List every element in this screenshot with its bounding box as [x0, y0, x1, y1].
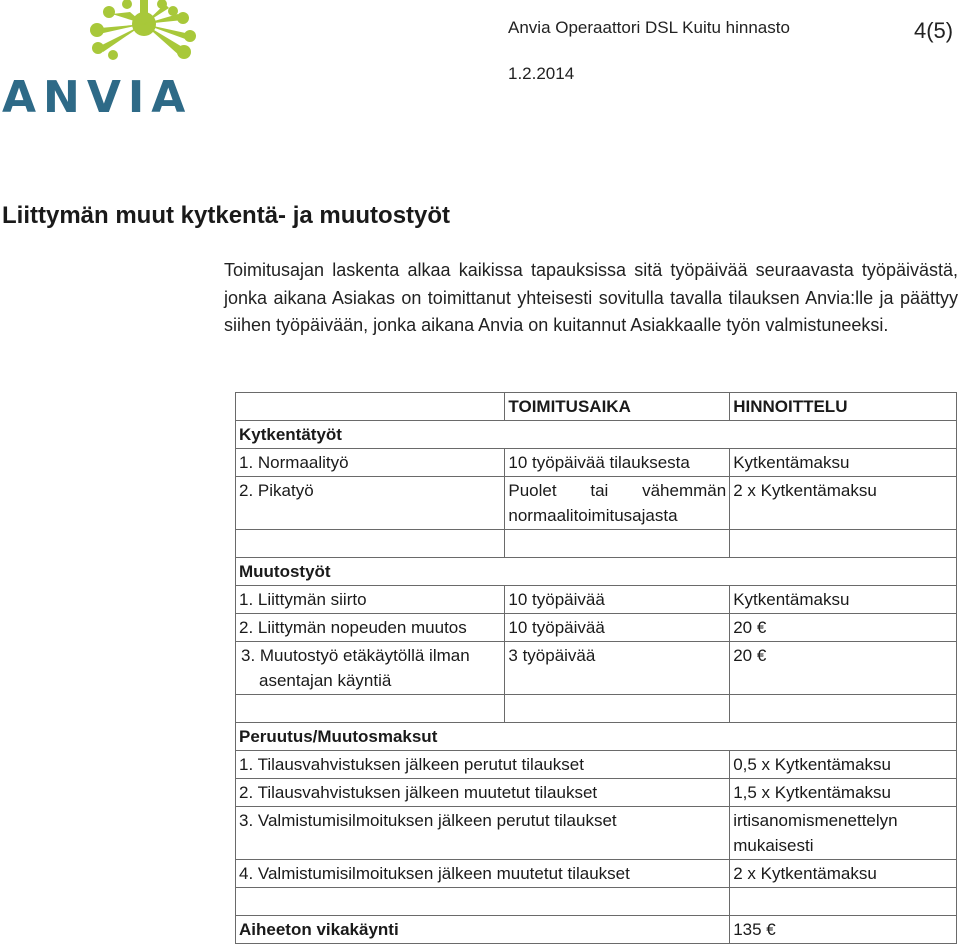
table-row [236, 751, 957, 779]
row-name: 4. Valmistumisilmoituksen jälkeen muutetut tilaukset [236, 860, 730, 888]
table-row [236, 860, 957, 888]
page-number: 4(5) [914, 18, 954, 43]
row-price: 20 € [730, 642, 957, 695]
spacer-row [236, 530, 957, 558]
row-name: 1. Tilausvahvistuksen jälkeen perutut tilaukset [236, 751, 730, 779]
table-row [236, 477, 957, 530]
anvia-logo [0, 0, 205, 125]
section-row-muutostyot [236, 558, 957, 586]
table-row [236, 807, 957, 860]
logo-wordmark: ANVIA [2, 72, 193, 123]
section-title: Peruutus/Muutosmaksut [236, 723, 957, 751]
row-time: 10 työpäivää [505, 614, 730, 642]
table-row-aiheeton [236, 916, 957, 944]
row-price: 1,5 x Kytkentämaksu [730, 779, 957, 807]
table-header-row [236, 393, 957, 421]
row-time: 3 työpäivää [505, 642, 730, 695]
pricing-table [235, 392, 957, 944]
row-name: 1. Normaalityö [236, 449, 505, 477]
row-price: Kytkentämaksu [730, 586, 957, 614]
row-time: 10 työpäivää [505, 586, 730, 614]
row-name: 3. Muutostyö etäkäytöllä ilman asentajan käyntiä [241, 646, 470, 690]
spacer-row [236, 888, 957, 916]
document-date: 1.2.2014 [508, 64, 575, 83]
table-row [236, 449, 957, 477]
column-header-hinnoittelu: HINNOITTELU [730, 393, 957, 421]
row-name: 1. Liittymän siirto [236, 586, 505, 614]
spacer-row [236, 695, 957, 723]
section-title: Kytkentätyöt [236, 421, 957, 449]
document-title: Anvia Operaattori DSL Kuitu hinnasto [508, 18, 790, 37]
row-price: 0,5 x Kytkentämaksu [730, 751, 957, 779]
table-row [236, 779, 957, 807]
row-price: 20 € [730, 614, 957, 642]
section-row-peruutus [236, 723, 957, 751]
intro-paragraph: Toimitusajan laskenta alkaa kaikissa tapauksissa sitä työpäivää seuraavasta työpäivästä, jonka aikana Asiakas on toimittanut yhteisesti sovitulla tavalla tilauksen Anvia:lle ja päättyy siihen työpäivään, jonka aikana Anvia on kuitannut Asiakkaalle työn valmistuneeksi. [224, 260, 958, 336]
row-name: 2. Pikatyö [236, 477, 505, 530]
row-price: 135 € [730, 916, 957, 944]
row-name: 3. Valmistumisilmoituksen jälkeen perutut tilaukset [236, 807, 730, 860]
row-name: Aiheeton vikakäynti [236, 916, 730, 944]
row-time: 10 työpäivää tilauksesta [505, 449, 730, 477]
column-header-toimitusaika: TOIMITUSAIKA [505, 393, 730, 421]
section-heading: Liittymän muut kytkentä- ja muutostyöt [2, 202, 451, 229]
table-row [236, 586, 957, 614]
row-name: 2. Tilausvahvistuksen jälkeen muutetut tilaukset [236, 779, 730, 807]
table-row [236, 642, 957, 695]
section-row-kytkentatyot [236, 421, 957, 449]
row-price: 2 x Kytkentämaksu [730, 477, 957, 530]
row-price: Kytkentämaksu [730, 449, 957, 477]
row-price: irtisanomismenettelyn mukaisesti [730, 807, 957, 860]
table-row [236, 614, 957, 642]
section-title: Muutostyöt [236, 558, 957, 586]
row-time: Puolet tai vähemmän normaalitoimitusajasta [505, 477, 730, 530]
row-price: 2 x Kytkentämaksu [730, 860, 957, 888]
row-name: 2. Liittymän nopeuden muutos [236, 614, 505, 642]
